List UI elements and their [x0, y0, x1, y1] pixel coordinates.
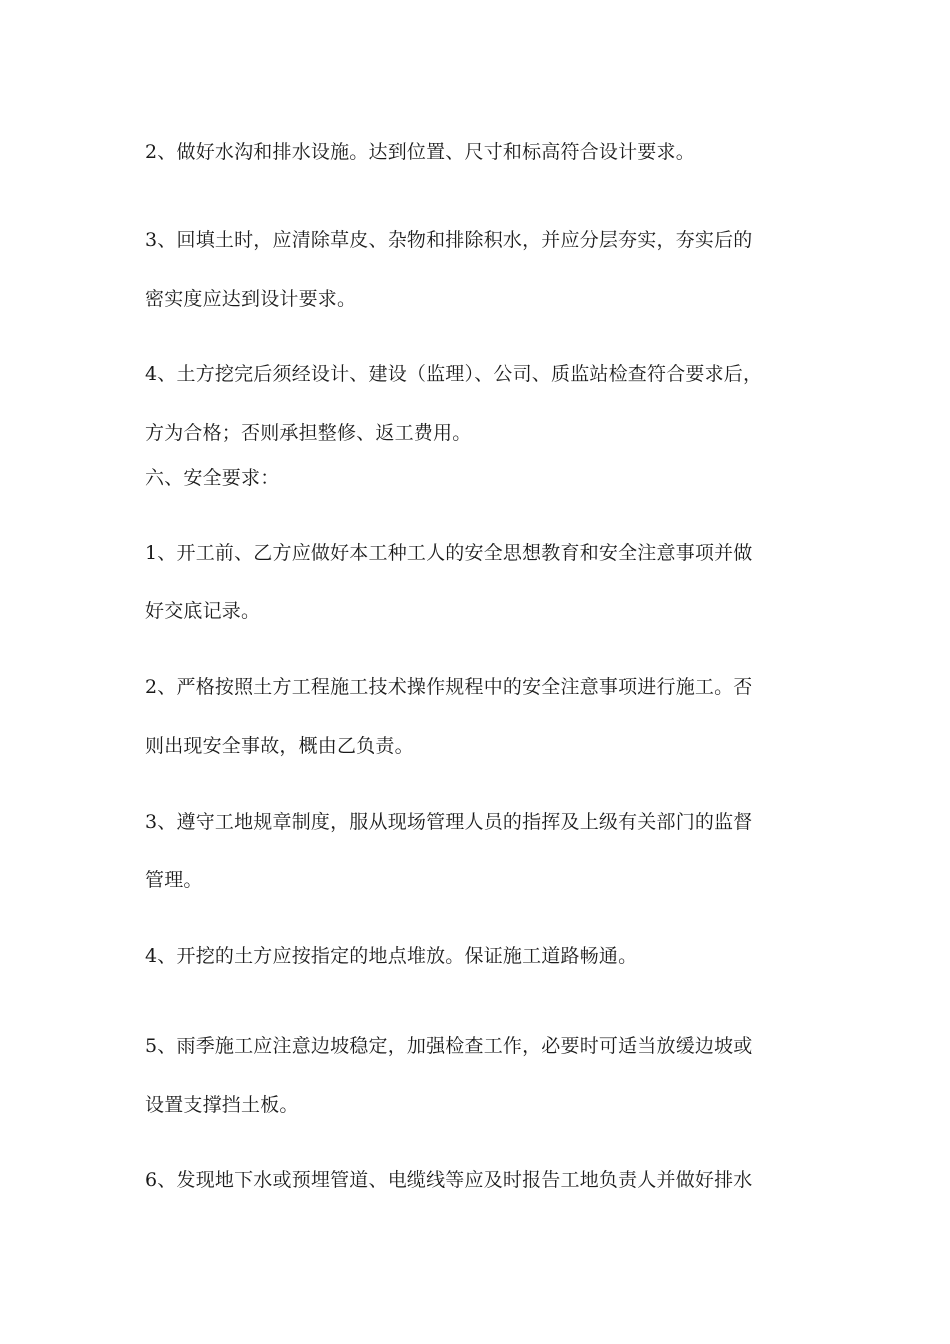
text-line-safety-item5: 5、雨季施工应注意边坡稳定，加强检查工作，必要时可适当放缓边坡或 — [145, 1035, 753, 1057]
text-line-safety-item3-cont: 管理。 — [145, 869, 203, 891]
text-line-safety-item6: 6、发现地下水或预埋管道、电缆线等应及时报告工地负责人并做好排水 — [145, 1169, 753, 1191]
text-line-safety-item3: 3、遵守工地规章制度，服从现场管理人员的指挥及上级有关部门的监督 — [145, 811, 753, 833]
text-line-safety-item2-cont: 则出现安全事故，概由乙负责。 — [145, 735, 414, 757]
text-line-safety-item2: 2、严格按照土方工程施工技术操作规程中的安全注意事项进行施工。否 — [145, 676, 753, 698]
text-line-item4-inspection-cont: 方为合格；否则承担整修、返工费用。 — [145, 422, 472, 444]
text-line-item3-backfill-cont: 密实度应达到设计要求。 — [145, 288, 357, 310]
section-heading-safety: 六、安全要求： — [145, 467, 280, 489]
text-line-item4-inspection: 4、土方挖完后须经设计、建设（监理）、公司、质监站检查符合要求后， — [145, 363, 763, 385]
text-line-safety-item1-cont: 好交底记录。 — [145, 600, 261, 622]
text-line-safety-item5-cont: 设置支撑挡土板。 — [145, 1094, 299, 1116]
text-line-safety-item1: 1、开工前、乙方应做好本工种工人的安全思想教育和安全注意事项并做 — [145, 542, 753, 564]
text-line-safety-item4: 4、开挖的土方应按指定的地点堆放。保证施工道路畅通。 — [145, 945, 638, 967]
text-line-item2-drainage: 2、做好水沟和排水设施。达到位置、尺寸和标高符合设计要求。 — [145, 141, 695, 163]
text-line-item3-backfill: 3、回填土时，应清除草皮、杂物和排除积水，并应分层夯实，夯实后的 — [145, 229, 753, 251]
